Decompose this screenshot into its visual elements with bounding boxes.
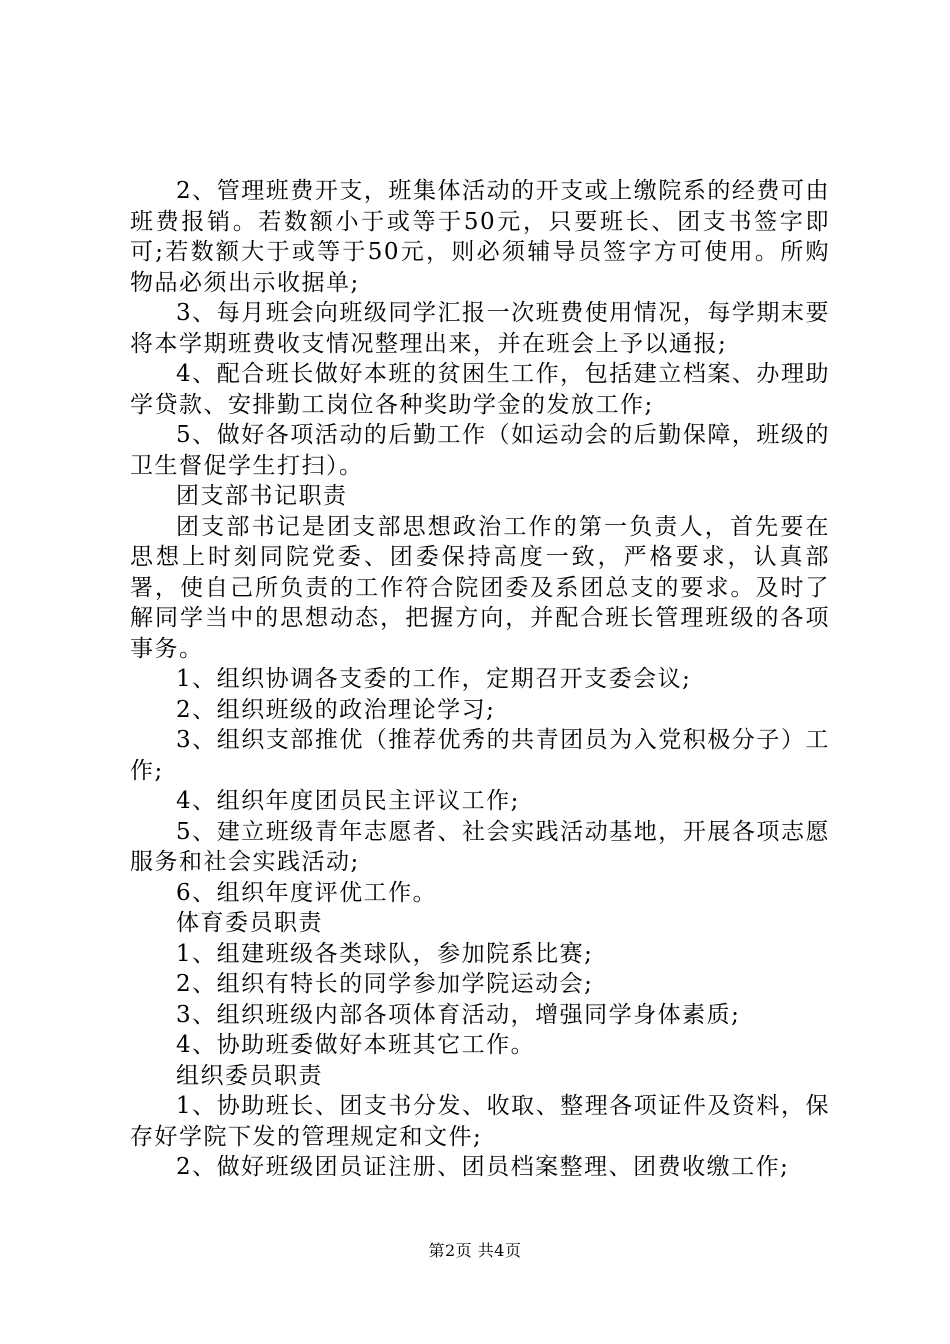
paragraph-organization-duty-2: 2、做好班级团员证注册、团员档案整理、团费收缴工作; xyxy=(176,1154,790,1180)
paragraph-league-duty-1: 1、组织协调各支委的工作，定期召开支委会议; xyxy=(176,666,692,692)
paragraph-sports-duty-1: 1、组建班级各类球队，参加院系比赛; xyxy=(176,940,594,967)
paragraph-sports-duty-4: 4、协助班委做好本班其它工作。 xyxy=(176,1032,536,1058)
section-heading-organization-committee: 组织委员职责 xyxy=(176,1062,323,1089)
paragraph-sports-duty-3: 3、组织班级内部各项体育活动，增强同学身体素质; xyxy=(176,1001,741,1028)
paragraph-class-fee-management: 2、管理班费开支，班集体活动的开支或上缴院系的经费可由班费报销。若数额小于或等于50元，只要班长、团支书签字即可;若数额大于或等于50元，则必须辅导员签字方可使用。所购物品必须出示收据单; xyxy=(130,178,830,296)
section-heading-sports-committee: 体育委员职责 xyxy=(176,910,323,936)
paragraph-league-duty-4: 4、组织年度团员民主评议工作; xyxy=(176,788,520,814)
paragraph-league-secretary-intro: 团支部书记是团支部思想政治工作的第一负责人，首先要在思想上时刻同院党委、团委保持高度一致，严格要求，认真部署，使自己所负责的工作符合院团委及系团总支的要求。及时了解同学当中的思想动态，把握方向，并配合班长管理班级的各项事务。 xyxy=(130,513,830,662)
paragraph-league-duty-6: 6、组织年度评优工作。 xyxy=(176,879,438,906)
paragraph-poverty-work: 4、配合班长做好本班的贫困生工作，包括建立档案、办理助学贷款、安排勤工岗位各种奖助学金的发放工作; xyxy=(130,361,830,418)
paragraph-monthly-report: 3、每月班会向班级同学汇报一次班费使用情况，每学期末要将本学期班费收支情况整理出来，并在班会上予以通报; xyxy=(130,300,830,357)
section-heading-league-secretary: 团支部书记职责 xyxy=(176,483,348,509)
paragraph-league-duty-5: 5、建立班级青年志愿者、社会实践活动基地，开展各项志愿服务和社会实践活动; xyxy=(130,818,830,875)
paragraph-league-duty-3: 3、组织支部推优（推荐优秀的共青团员为入党积极分子）工作; xyxy=(130,727,830,784)
paragraph-organization-duty-1: 1、协助班长、团支书分发、收取、整理各项证件及资料，保存好学院下发的管理规定和文件; xyxy=(130,1093,830,1150)
document-body xyxy=(130,176,830,1183)
paragraph-logistics: 5、做好各项活动的后勤工作（如运动会的后勤保障，班级的卫生督促学生打扫）。 xyxy=(130,422,830,479)
paragraph-league-duty-2: 2、组织班级的政治理论学习; xyxy=(176,696,496,723)
page-number-footer: 第2页 共4页 xyxy=(428,1241,522,1260)
paragraph-sports-duty-2: 2、组织有特长的同学参加学院运动会; xyxy=(176,971,594,997)
